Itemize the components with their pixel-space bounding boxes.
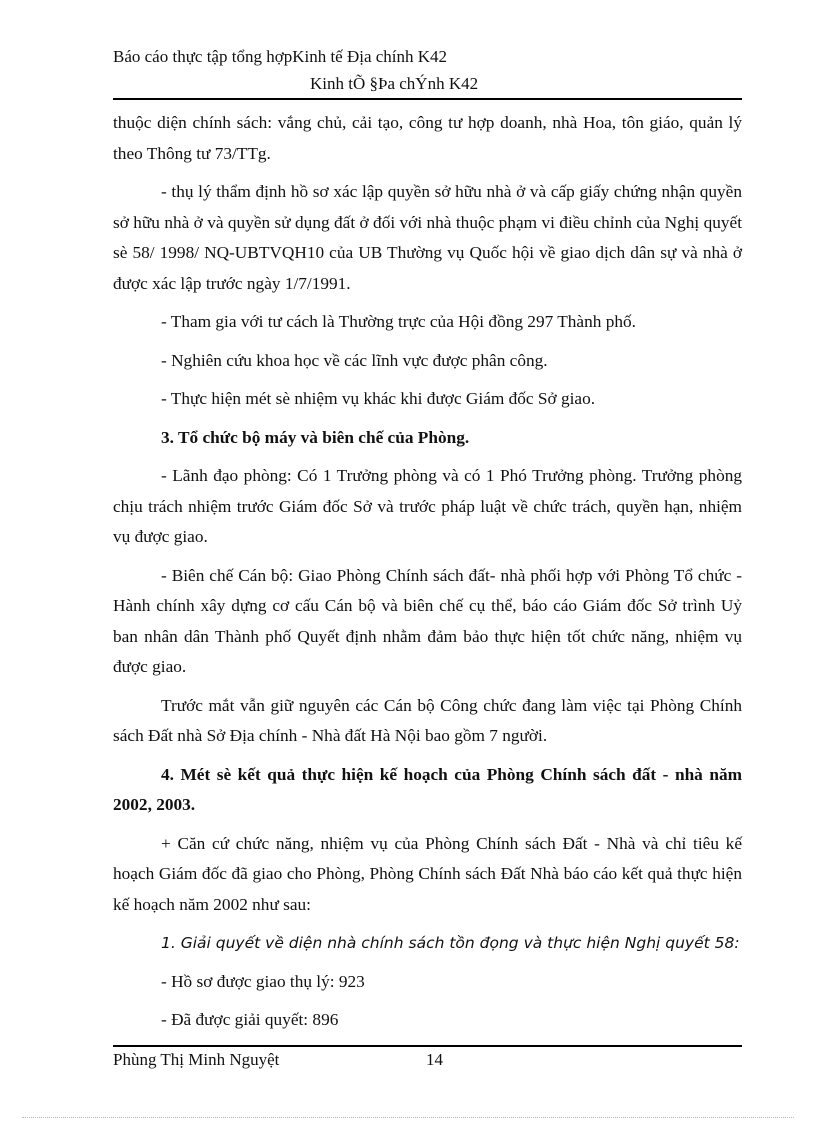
paragraph: - Tham gia với tư cách là Thường trực của Hội đồng 297 Thành phố. <box>161 312 636 331</box>
document-body <box>113 108 742 1044</box>
header-divider <box>113 98 742 100</box>
header-subtitle: Kinh tÕ §Þa chÝnh K42 <box>310 74 479 93</box>
paragraph: + Căn cứ chức năng, nhiệm vụ của Phòng Chính sách Đất - Nhà và chỉ tiêu kế hoạch Giám đốc đã giao cho Phòng, Phòng Chính sách Đất Nhà báo cáo kết quả thực hiện kế hoạch năm 2002 như sau: <box>113 833 742 914</box>
page-number: 14 <box>426 1050 443 1069</box>
paragraph: thuộc diện chính sách: vắng chủ, cải tạo, công tư hợp doanh, nhà Hoa, tôn giáo, quản lý theo Thông tư 73/TTg. <box>113 113 742 163</box>
paragraph: Trước mắt vẫn giữ nguyên các Cán bộ Công chức đang làm việc tại Phòng Chính sách Đất nhà Sở Địa chính - Nhà đất Hà Nội bao gồm 7 người. <box>113 695 742 745</box>
paragraph: - thụ lý thẩm định hồ sơ xác lập quyền sở hữu nhà ở và cấp giấy chứng nhận quyền sở hữu nhà ở và quyền sử dụng đất ở đối với nhà thuộc phạm vi điều chỉnh của Nghị quyết sè 58/ 1998/ NQ-UBTVQH10 của UB Thường vụ Quốc hội về giao dịch dân sự và nhà ở được xác lập trước ngày 1/7/1991. <box>113 182 742 293</box>
paragraph: - Thực hiện mét sè nhiệm vụ khác khi được Giám đốc Sở giao. <box>161 389 596 408</box>
paragraph: - Biên chế Cán bộ: Giao Phòng Chính sách đất- nhà phối hợp với Phòng Tổ chức - Hành chính xây dựng cơ cấu Cán bộ và biên chế cụ thể, báo cáo Giám đốc Sở trình Uỷ ban nhân dân Thành phố Quyết định nhằm đảm bảo thực hiện tốt chức năng, nhiệm vụ được giao. <box>113 565 742 676</box>
section-heading: 4. Mét sè kết quả thực hiện kế hoạch của Phòng Chính sách đất - nhà năm 2002, 2003. <box>113 764 742 814</box>
paragraph: - Hồ sơ được giao thụ lý: 923 <box>161 971 365 991</box>
paragraph: - Nghiên cứu khoa học về các lĩnh vực được phân công. <box>161 350 548 370</box>
paragraph: - Lãnh đạo phòng: Có 1 Trưởng phòng và có 1 Phó Trưởng phòng. Trưởng phòng chịu trách nhiệm trước Giám đốc Sở và trước pháp luật về chức trách, quyền hạn, nhiệm vụ được giao. <box>113 466 742 546</box>
footer-divider <box>113 1045 742 1047</box>
section-heading: 3. Tổ chức bộ máy và biên chế của Phòng. <box>161 427 470 447</box>
bottom-dotted-line <box>22 1117 794 1118</box>
paragraph: - Đã được giải quyết: 896 <box>161 1010 339 1029</box>
header-title: Báo cáo thực tập tổng hợpKinh tế Địa chính K42 <box>113 47 448 66</box>
footer-author: Phùng Thị Minh Nguyệt <box>113 1050 280 1069</box>
subsection-heading: 1. Giải quyết về diện nhà chính sách tồn đọng và thực hiện Nghị quyết 58: <box>161 934 740 952</box>
